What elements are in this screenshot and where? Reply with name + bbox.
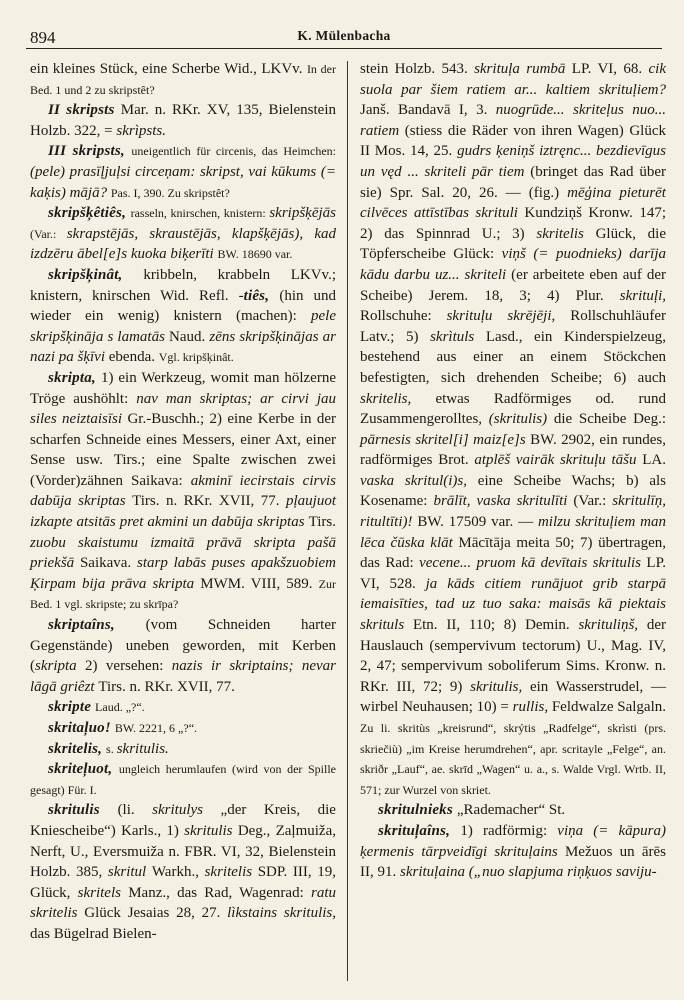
column-divider	[347, 61, 348, 981]
example-text: skritul	[107, 864, 152, 881]
headword: II skripsts	[48, 102, 121, 119]
headword: skrituļaîns,	[378, 822, 461, 839]
headword: skriptaîns,	[48, 617, 146, 634]
page-header	[26, 22, 662, 49]
definition-text: Mar. n. RKr. XV, 135, Bielenstein Holzb. 322, =	[30, 102, 336, 139]
headword: skriteļuot,	[48, 761, 119, 778]
example-text: zuobu skaistumu izmaitā prāvā skripta pašā priekšā	[30, 534, 336, 572]
definition-text: Kundziņš Kronw. 147; 2) das Spinnrad U.; 3)	[360, 205, 666, 242]
dictionary-entry	[30, 697, 336, 718]
example-text: skritulis.	[116, 740, 169, 757]
definition-text: ein kleines Stück, eine Scherbe Wid., LKVv.	[30, 61, 307, 77]
example-text: skripta	[35, 658, 86, 675]
example-text: skrituļu skrējēji,	[446, 308, 571, 325]
dictionary-entry	[30, 739, 336, 760]
definition-text: (bringet das Rad über sie) Spr. Sal. 20, 26. — (fig.)	[360, 163, 666, 201]
reference-note: Vgl. kripšķinât.	[158, 350, 234, 365]
dictionary-entry	[30, 141, 336, 203]
right-column	[360, 59, 666, 883]
headword: skritulis	[48, 802, 118, 819]
example-text: vecene... pruom kā devītais skritulis	[419, 555, 647, 572]
example-text: skrapstējās, skraustējās, klapšķējās), kad izdzēru ābel[e]s kuoka biķerīti	[30, 225, 337, 263]
example-text: atplēš vairāk skrituļu tāšu	[474, 452, 643, 469]
dictionary-entry	[30, 203, 336, 265]
example-text: skrituļa rumbā	[474, 61, 572, 77]
dictionary-entry	[30, 759, 336, 800]
example-text: skrituliņš,	[578, 617, 647, 634]
definition-text: 2) versehen:	[85, 658, 172, 675]
example-text: gudrs ķeniņš iztręnc... bezdievīgus un vęd ... skriteli pār tiem	[360, 143, 666, 180]
definition-text: (stiess die Räder von ihren Wagen) Glück II Mos. 14, 25.	[360, 122, 666, 160]
example-text: skrituļi,	[619, 287, 666, 304]
headword: skritaļuo!	[48, 720, 115, 736]
definition-text: Feldwalze Salgaln.	[551, 699, 666, 716]
definition-text: „Rademacher“ St.	[456, 802, 566, 819]
example-text: cik suola par šiem ratiem ar... kaltiem skrituļiem?	[360, 61, 666, 98]
definition-text: (hin und wieder ein wenig) knistern (machen):	[30, 287, 337, 325]
example-text: lìkstains skritulis,	[227, 905, 336, 922]
definition-text: kribbeln, krabbeln LKVv.; knistern, knirschen Wid. Refl. -	[30, 266, 336, 304]
example-text: pele skripšķināja s lamatās	[30, 308, 336, 345]
example-text: milzu skrituļiem man lēca čūska klāt	[360, 514, 666, 551]
example-text: zēns skripšķinājas ar nazi pa šķīvi	[30, 328, 336, 366]
definition-text: Saikava.	[79, 555, 137, 572]
definition-text: Rollschuhe:	[360, 308, 447, 325]
example-text: ja kāds citiem runājuot grib starpā iemaisīties, tad uz tuo saka: maisās kā piektais skrituls	[360, 575, 666, 634]
example-text: viņa (= kāpura) ķermenis tārpveidīgi skrituļains	[360, 822, 666, 860]
headword: tiês,	[243, 287, 280, 304]
definition-text: Tirs.	[308, 514, 336, 531]
definition-text: eine Scheibe Wachs; b) als Kosename:	[360, 472, 666, 510]
dictionary-entry	[30, 100, 336, 141]
example-text: ratu skritelis	[30, 884, 336, 922]
example-text: starp labās puses apakšzuobiem Ķirpam bija prāva skripta	[30, 555, 337, 592]
reference-note: Pas. I, 390. Zu skripstêt?	[110, 185, 230, 200]
example-text: skrituļaina („nuo slapjuma riņķuos saviju-	[400, 864, 657, 881]
dictionary-entry	[30, 718, 336, 739]
example-text: akminī iecirstais cirvis dabūja skriptas	[30, 472, 336, 510]
page-number: 894	[30, 28, 56, 47]
headword: skripte	[48, 699, 96, 716]
example-text: skritulīņ, ritultīti)!	[360, 493, 666, 531]
definition-text: Naud.	[169, 328, 210, 345]
reference-note: Laud. „?“.	[95, 700, 145, 715]
definition-text: das Bügelrad Bielen-	[30, 925, 157, 942]
definition-text: stein Holzb. 543.	[360, 61, 475, 77]
reference-note: BW. 18690 var.	[217, 247, 293, 262]
example-text: mēģina pieturēt cilvēces attīstības skrituli	[360, 184, 666, 222]
definition-text: MWM. VIII, 589.	[200, 575, 319, 592]
example-text: skrìpsts.	[116, 122, 166, 139]
definition-text: (vom Schneiden harter Gegenstände) uneben geworden, mit Kerben (	[30, 617, 336, 675]
reference-note: ungleich herumlaufen (wird von der Spille gesagt) Für. I.	[30, 762, 336, 797]
definition-text: der Hauslauch (sempervivum tectorum) U., Mag. IV, 2, 47; sempervivum soboliferum Sims. Kronw. n. RKr. III, 72; 9)	[360, 617, 666, 695]
reference-note: Zu li. skritùs „kreisrund“, skrýtis „Radfelge“, skrìsti (prs. skriečiù) „im Kreise herumdrehen“, apr. scritayle „Felge“, an. skriðr „Lauf“, ae. skrīd „Wagen“ u. a., s. Walde Vrgl. Wrtb. II, 571; zur Wurzel von skriet.	[360, 721, 666, 797]
definition-text: Glück Jesaias 28, 27.	[84, 905, 228, 922]
definition-text: BW. 17509 var. —	[417, 514, 538, 531]
example-text: rullis,	[512, 699, 552, 716]
example-text: vaska skritul(i)s,	[360, 472, 478, 489]
example-text: pļaujuot izkapte atsitās pret akmini un dabūja skriptas	[30, 493, 336, 531]
definition-text: ebenda.	[108, 349, 159, 366]
definition-text: Janš. Bandavā I, 3.	[360, 102, 496, 119]
definition-text: Mežuos un ārēs II, 91.	[360, 843, 667, 881]
left-column	[30, 59, 336, 945]
definition-text: 1) ein Werkzeug, womit man hölzerne Tröge aushöhlt:	[30, 369, 336, 407]
headword: skripšķinât,	[48, 266, 144, 283]
headword: skripta,	[48, 369, 101, 386]
reference-note: rasseln, knirschen, knistern:	[130, 206, 270, 221]
definition-text: Tirs. n. RKr. XVII, 77.	[98, 678, 235, 695]
dictionary-entry	[360, 800, 666, 821]
definition-text: BW. 2902, ein rundes, radförmiges Brot.	[360, 431, 666, 469]
definition-text: 1) radförmig:	[460, 822, 558, 839]
definition-text: (li.	[117, 802, 153, 819]
reference-note: BW. 2221, 6 „?“.	[114, 721, 198, 735]
entry-continuation	[360, 59, 666, 800]
reference-note: In der Bed. 1 und 2 zu skripstêt?	[30, 62, 336, 97]
example-text: skripšķējās	[269, 205, 337, 222]
definition-text: LA.	[642, 452, 666, 469]
example-text: skrìtuls	[430, 328, 486, 345]
example-text: skritulis	[184, 822, 238, 839]
text-columns	[26, 59, 667, 989]
example-text: brālīt, vaska skritulīti	[433, 493, 574, 510]
example-text: nazis ir skriptains; nevar lāgā griêzt	[30, 658, 337, 695]
example-text: skritelis	[204, 864, 258, 881]
definition-text: LP. VI, 68.	[571, 61, 649, 77]
definition-text: „der Kreis, die Kniescheibe“) Karls., 1)	[30, 802, 336, 839]
definition-text: SDP. III, 19, Glück,	[30, 864, 337, 901]
reference-note: (Var.:	[30, 226, 67, 241]
example-text: viņš (= puodnieks) darīja kādu darbu uz... skriteli	[360, 246, 666, 283]
definition-text: Gr.-Buschh.; 2) eine Kerbe in der scharfen Schneide eines Messers, einer Axt, einer Sense usw. Tirs.; eine Spalte zwischen zwei (Vorder)zähnen Saikava:	[30, 411, 336, 489]
definition-text: die Scheibe Deg.:	[553, 411, 666, 428]
reference-note: Zur Bed. 1 vgl. skripste; zu skrīpa?	[30, 576, 336, 612]
reference-note: uneigentlich für circenis, das Heimchen:	[131, 144, 337, 159]
running-head: K. Mülenbacha	[297, 28, 391, 43]
definition-text: Tirs. n. RKr. XVII, 77.	[132, 493, 286, 510]
headword: III skripsts,	[48, 143, 132, 160]
headword: skritulnieks	[378, 802, 457, 819]
dictionary-entry	[30, 615, 336, 697]
definition-text: Lasd., ein Kinderspielzeug, bestehend aus einer an einem Stöckchen befestigten, sich drehenden Scheibe; 6) auch	[360, 328, 666, 386]
definition-text: Warkh.,	[151, 864, 205, 881]
example-text: skritels	[77, 884, 129, 901]
example-text: pārnesis skritel[i] maiz[e]s	[360, 431, 531, 448]
headword: skripšķêtiês,	[48, 205, 131, 222]
definition-text: (Var.:	[573, 493, 613, 510]
example-text: skritelis,	[360, 390, 436, 407]
dictionary-entry	[360, 821, 666, 883]
definition-text: Mācītāja meita 50; 7) übertragen, das Rad:	[360, 534, 666, 572]
example-text: (skritulis)	[488, 411, 554, 428]
definition-text: (er arbeitete eben auf der Scheibe) Jerem. 18, 3; 4) Plur.	[360, 266, 666, 304]
dictionary-entry	[30, 265, 336, 368]
example-text: nav man skriptas; ar cirvi jau siles neiztaisīsi	[30, 390, 337, 428]
example-text: skritelis	[536, 225, 596, 242]
definition-text: Manz., das Rad, Wagenrad:	[128, 884, 311, 901]
reference-note: s.	[106, 741, 117, 756]
example-text: skritulis,	[470, 678, 530, 695]
entry-continuation	[30, 59, 336, 100]
example-text: nuogrūde... skriteļus nuo... ratiem	[360, 102, 666, 139]
dictionary-entry	[30, 368, 336, 615]
definition-text: Etn. II, 110; 8) Demin.	[412, 617, 579, 634]
definition-text: LP. VI, 528.	[360, 555, 666, 592]
definition-text: Rollschuhläufer Latv.; 5)	[360, 308, 666, 345]
dictionary-entry	[30, 800, 336, 944]
definition-text: Glück, die Töpferscheibe Glück:	[360, 225, 667, 263]
example-text: (pele) prasīļjuļsi circeņam: skripst, vai kūkums (= kaķis) mājā?	[30, 163, 336, 201]
definition-text: Deg., Zaļmuiža, Nerft, U., Eversmuiža n. FBR. VI, 32, Bielenstein Holzb. 385,	[30, 822, 336, 881]
definition-text: ein Wasserstrudel, — wirbel Neuhausen; 10) =	[360, 678, 667, 716]
example-text: skritulys	[152, 802, 221, 819]
definition-text: etwas Radförmiges od. rund Zusammengerolltes,	[360, 390, 666, 428]
headword: skritelis,	[48, 740, 107, 757]
